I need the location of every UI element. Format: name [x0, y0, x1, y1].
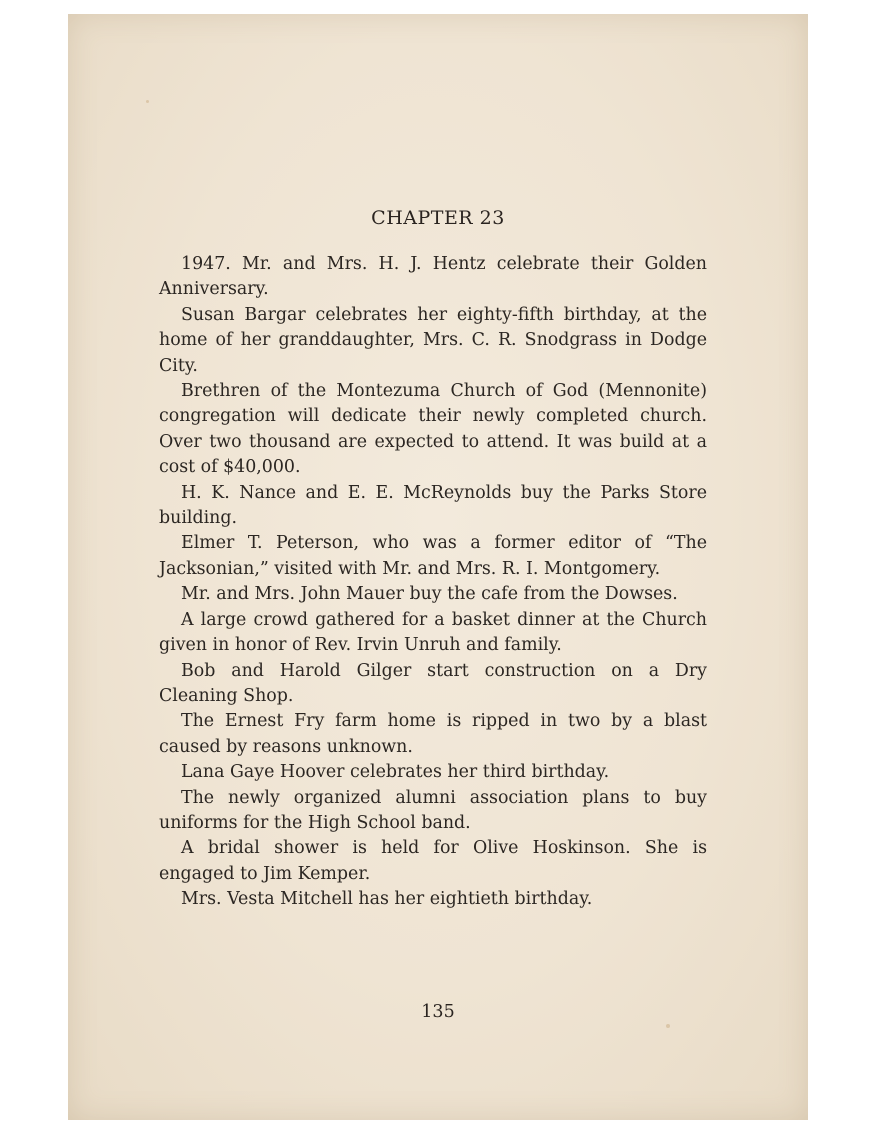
chapter-body: [159, 252, 707, 913]
paragraph: Bob and Harold Gilger start construction on a Dry Cleaning Shop.: [159, 660, 707, 706]
paragraph: Mr. and Mrs. John Mauer buy the cafe from the Dowses.: [181, 584, 678, 605]
paragraph: The newly organized alumni association plans to buy uniforms for the High School band.: [159, 787, 707, 833]
page-number: 135: [421, 1002, 455, 1022]
paragraph: A bridal shower is held for Olive Hoskinson. She is engaged to Jim Kemper.: [159, 838, 707, 884]
paragraph: 1947. Mr. and Mrs. H. J. Hentz celebrate their Golden Anniversary.: [159, 254, 707, 300]
paper-stain: [666, 1024, 670, 1028]
paragraph: Susan Bargar celebrates her eighty-fifth birthday, at the home of her granddaughter, Mrs. C. R. Snodgrass in Dodge City.: [159, 304, 707, 376]
paragraph: Elmer T. Peterson, who was a former editor of “The Jacksonian,” visited with Mr. and Mrs. R. I. Montgomery.: [159, 533, 707, 579]
paragraph: H. K. Nance and E. E. McReynolds buy the Parks Store building.: [159, 482, 707, 529]
paragraph: A large crowd gathered for a basket dinner at the Church given in honor of Rev. Irvin Unruh and family.: [159, 609, 707, 656]
book-page: [68, 14, 808, 1120]
paper-stain: [146, 100, 149, 103]
paragraph: Brethren of the Montezuma Church of God (Mennonite) congregation will dedicate their newly completed church. Over two thousand are expected to attend. It was build at a cost of $40,000.: [159, 381, 707, 478]
paragraph: The Ernest Fry farm home is ripped in two by a blast caused by reasons unknown.: [159, 711, 707, 757]
paragraph: Mrs. Vesta Mitchell has her eightieth birthday.: [181, 889, 593, 910]
paragraph: Lana Gaye Hoover celebrates her third birthday.: [181, 762, 610, 783]
chapter-title: CHAPTER 23: [371, 207, 505, 229]
